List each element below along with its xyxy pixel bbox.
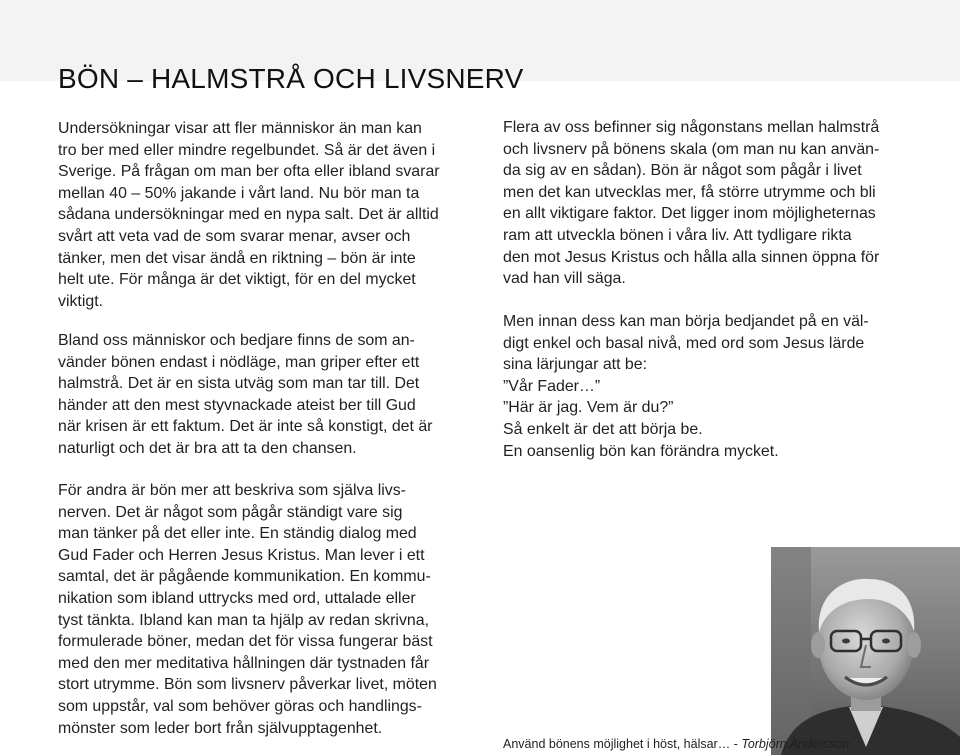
photo-caption xyxy=(503,737,850,751)
text-line: stort utrymme. Bön som livsnerv påverkar livet, möten xyxy=(58,676,437,694)
text-line: svårt att veta vad de som svarar menar, avser och xyxy=(58,227,411,245)
text-line: En oansenlig bön kan förändra mycket. xyxy=(503,442,779,460)
text-line: Men innan dess kan man börja bedjandet på en väl- xyxy=(503,313,869,330)
text-line: halmstrå. Det är en sista utväg som man tar till. Det xyxy=(58,375,420,393)
text-line: tänker, men det visar ändå en riktning – bön är inte xyxy=(58,249,416,267)
text-line: Gud Fader och Herren Jesus Kristus. Man lever i ett xyxy=(58,546,425,564)
text-line: händer att den mest styvnackade ateist ber till Gud xyxy=(58,396,416,414)
text-line: Undersökningar visar att fler människor än man kan xyxy=(58,120,422,137)
text-line: Så enkelt är det att börja be. xyxy=(503,420,703,438)
text-line: som uppstår, val som behöver göras och handlings- xyxy=(58,697,422,715)
text-line: ram att utveckla bönen i våra liv. Att tydligare rikta xyxy=(503,226,852,244)
text-line: mönster som leder bort från självupptagenhet. xyxy=(58,719,383,737)
portrait-illustration xyxy=(771,547,960,755)
text-line: vad han vill säga. xyxy=(503,270,626,288)
text-line: samtal, det är pågående kommunikation. En kommu- xyxy=(58,568,431,586)
text-line: nikation som ibland uttrycks med ord, uttalade eller xyxy=(58,589,416,607)
left-paragraph-1 xyxy=(58,118,488,312)
text-line: tyst tänkta. Ibland kan man ta hjälp av redan skrivna, xyxy=(58,611,429,629)
text-line: med den mer meditativa hållningen där tystnaden får xyxy=(58,654,429,672)
text-line: För andra är bön mer att beskriva som själva livs- xyxy=(58,482,406,499)
text-line: nerven. Det är något som pågår ständigt vare sig xyxy=(58,503,403,521)
text-line: naturligt och det är bra att ta den chansen. xyxy=(58,439,357,457)
text-line: tro ber med eller mindre regelbundet. Så är det även i xyxy=(58,141,436,159)
text-line: sådana undersökningar med en nypa salt. Det är alltid xyxy=(58,206,439,224)
text-line: man tänker på det eller inte. En ständig dialog med xyxy=(58,525,417,543)
text-line: och livsnerv på bönens skala (om man nu kan använ- xyxy=(503,140,880,158)
right-paragraph-2 xyxy=(503,311,933,462)
caption-author: Torbjörn Andersson xyxy=(741,737,850,751)
left-paragraph-2 xyxy=(58,330,488,460)
text-line: formulerade böner, medan det för vissa fungerar bäst xyxy=(58,633,433,651)
text-line: sina lärjungar att be: xyxy=(503,356,647,374)
text-line: men det kan utvecklas mer, få större utrymme och bli xyxy=(503,183,876,201)
caption-text: Använd bönens möjlighet i höst, hälsar… - xyxy=(503,737,742,751)
text-line: vänder bönen endast i nödläge, man griper efter ett xyxy=(58,353,420,371)
text-line: helt ute. För många är det viktigt, för en del mycket xyxy=(58,271,416,289)
text-line: viktigt. xyxy=(58,292,104,310)
text-line: Sverige. På frågan om man ber ofta eller ibland svarar xyxy=(58,163,440,181)
text-line: Bland oss människor och bedjare finns de som an- xyxy=(58,332,415,349)
author-portrait-photo xyxy=(771,547,960,755)
text-line: digt enkel och basal nivå, med ord som Jesus lärde xyxy=(503,334,865,352)
text-line: ”Vår Fader…” xyxy=(503,377,601,395)
right-paragraph-1 xyxy=(503,117,933,290)
text-line: när krisen är ett faktum. Det är inte så konstigt, det är xyxy=(58,418,433,436)
left-paragraph-3 xyxy=(58,480,488,739)
text-line: den mot Jesus Kristus och hålla alla sinnen öppna för xyxy=(503,248,880,266)
text-line: ”Här är jag. Vem är du?” xyxy=(503,399,674,417)
text-line: mellan 40 – 50% jakande i vårt land. Nu bör man ta xyxy=(58,184,420,202)
text-line: en allt viktigare faktor. Det ligger inom möjligheternas xyxy=(503,205,876,223)
text-line: da sig av en sådan). Bön är något som pågår i livet xyxy=(503,162,862,180)
page-title: BÖN – HALMSTRÅ OCH LIVSNERV xyxy=(58,62,524,94)
text-line: Flera av oss befinner sig någonstans mellan halmstrå xyxy=(503,119,880,136)
